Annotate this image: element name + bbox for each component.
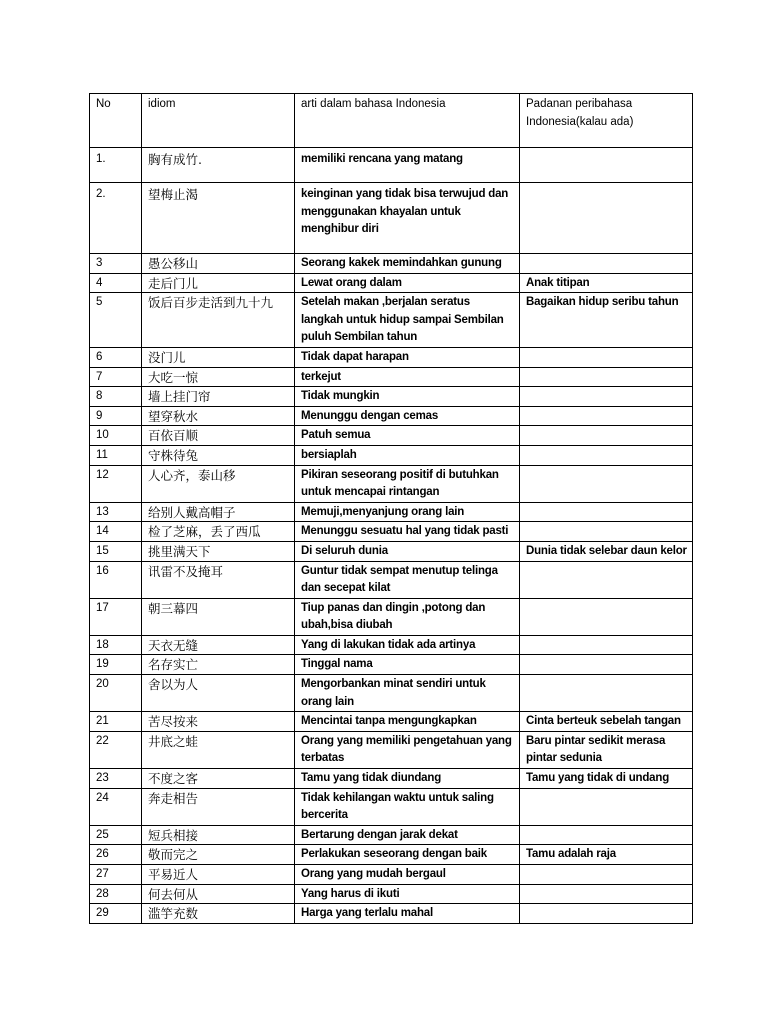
cell-padanan <box>520 254 693 274</box>
header-idiom: idiom <box>142 94 295 148</box>
cell-idiom: 短兵相接 <box>142 825 295 845</box>
table-row <box>90 788 693 825</box>
table-row <box>90 445 693 465</box>
cell-no: 21 <box>90 712 142 732</box>
cell-idiom: 没门儿 <box>142 347 295 367</box>
cell-idiom: 天衣无缝 <box>142 635 295 655</box>
cell-arti: Setelah makan ,berjalan seratus langkah untuk hidup sampai Sembilan puluh Sembilan tahun <box>295 293 520 348</box>
cell-no: 10 <box>90 426 142 446</box>
table-row <box>90 884 693 904</box>
cell-idiom: 平易近人 <box>142 865 295 885</box>
cell-arti: Tidak dapat harapan <box>295 347 520 367</box>
cell-padanan <box>520 406 693 426</box>
cell-idiom: 墙上挂门帘 <box>142 387 295 407</box>
cell-padanan <box>520 183 693 254</box>
table-row <box>90 675 693 712</box>
cell-no: 28 <box>90 884 142 904</box>
cell-no: 18 <box>90 635 142 655</box>
cell-idiom: 苦尽按来 <box>142 712 295 732</box>
cell-idiom: 大吃一惊 <box>142 367 295 387</box>
table-row <box>90 293 693 348</box>
cell-idiom: 奔走相告 <box>142 788 295 825</box>
cell-no: 19 <box>90 655 142 675</box>
idiom-table <box>89 93 693 924</box>
cell-arti: memiliki rencana yang matang <box>295 148 520 183</box>
cell-idiom: 名存实亡 <box>142 655 295 675</box>
cell-padanan: Anak titipan <box>520 273 693 293</box>
cell-padanan <box>520 598 693 635</box>
cell-padanan <box>520 502 693 522</box>
table-row <box>90 904 693 924</box>
cell-padanan <box>520 675 693 712</box>
cell-idiom: 给别人戴高帽子 <box>142 502 295 522</box>
cell-no: 6 <box>90 347 142 367</box>
cell-arti: Tinggal nama <box>295 655 520 675</box>
cell-idiom: 人心齐，泰山移 <box>142 465 295 502</box>
cell-no: 26 <box>90 845 142 865</box>
cell-arti: Perlakukan seseorang dengan baik <box>295 845 520 865</box>
cell-no: 9 <box>90 406 142 426</box>
cell-no: 27 <box>90 865 142 885</box>
cell-idiom: 讯雷不及掩耳 <box>142 561 295 598</box>
cell-no: 8 <box>90 387 142 407</box>
table-row <box>90 845 693 865</box>
cell-padanan <box>520 655 693 675</box>
cell-no: 7 <box>90 367 142 387</box>
cell-idiom: 守株待兔 <box>142 445 295 465</box>
cell-idiom: 舍以为人 <box>142 675 295 712</box>
cell-no: 22 <box>90 731 142 768</box>
cell-padanan <box>520 148 693 183</box>
cell-arti: Mencintai tanpa mengungkapkan <box>295 712 520 732</box>
cell-arti: Memuji,menyanjung orang lain <box>295 502 520 522</box>
cell-padanan <box>520 825 693 845</box>
table-row <box>90 541 693 561</box>
cell-idiom: 何去何从 <box>142 884 295 904</box>
header-arti: arti dalam bahasa Indonesia <box>295 94 520 148</box>
cell-idiom: 敬而完之 <box>142 845 295 865</box>
cell-padanan: Baru pintar sedikit merasa pintar sedunia <box>520 731 693 768</box>
cell-arti: Patuh semua <box>295 426 520 446</box>
cell-no: 3 <box>90 254 142 274</box>
cell-idiom: 挑里满天下 <box>142 541 295 561</box>
cell-arti: Seorang kakek memindahkan gunung <box>295 254 520 274</box>
cell-arti: Orang yang mudah bergaul <box>295 865 520 885</box>
table-row <box>90 769 693 789</box>
table-row <box>90 825 693 845</box>
cell-padanan <box>520 865 693 885</box>
cell-no: 2. <box>90 183 142 254</box>
cell-arti: Yang di lakukan tidak ada artinya <box>295 635 520 655</box>
table-row <box>90 598 693 635</box>
cell-no: 14 <box>90 522 142 542</box>
cell-idiom: 走后门儿 <box>142 273 295 293</box>
cell-padanan <box>520 788 693 825</box>
table-header-row <box>90 94 693 148</box>
cell-idiom: 望梅止渴 <box>142 183 295 254</box>
cell-arti: Tidak kehilangan waktu untuk saling bercerita <box>295 788 520 825</box>
cell-idiom: 愚公移山 <box>142 254 295 274</box>
cell-no: 1. <box>90 148 142 183</box>
cell-no: 24 <box>90 788 142 825</box>
table-row <box>90 347 693 367</box>
table-row <box>90 387 693 407</box>
cell-no: 20 <box>90 675 142 712</box>
cell-idiom: 胸有成竹. <box>142 148 295 183</box>
cell-idiom: 不度之客 <box>142 769 295 789</box>
cell-padanan <box>520 884 693 904</box>
cell-padanan: Bagaikan hidup seribu tahun <box>520 293 693 348</box>
header-padanan: Padanan peribahasa Indonesia(kalau ada) <box>520 94 693 148</box>
table-row <box>90 148 693 183</box>
cell-padanan: Cinta berteuk sebelah tangan <box>520 712 693 732</box>
table-row <box>90 502 693 522</box>
table-row <box>90 273 693 293</box>
cell-padanan <box>520 387 693 407</box>
cell-arti: Menunggu sesuatu hal yang tidak pasti <box>295 522 520 542</box>
cell-padanan: Tamu adalah raja <box>520 845 693 865</box>
cell-padanan <box>520 904 693 924</box>
cell-idiom: 检了芝麻，丢了西瓜 <box>142 522 295 542</box>
cell-no: 16 <box>90 561 142 598</box>
table-body <box>90 148 693 924</box>
cell-padanan <box>520 445 693 465</box>
cell-arti: Pikiran seseorang positif di butuhkan untuk mencapai rintangan <box>295 465 520 502</box>
cell-padanan <box>520 426 693 446</box>
cell-no: 15 <box>90 541 142 561</box>
table-row <box>90 465 693 502</box>
cell-no: 23 <box>90 769 142 789</box>
table-row <box>90 367 693 387</box>
header-no: No <box>90 94 142 148</box>
cell-padanan: Dunia tidak selebar daun kelor <box>520 541 693 561</box>
cell-no: 17 <box>90 598 142 635</box>
cell-padanan <box>520 367 693 387</box>
table-row <box>90 712 693 732</box>
cell-no: 29 <box>90 904 142 924</box>
cell-idiom: 滥竽充数 <box>142 904 295 924</box>
cell-arti: Guntur tidak sempat menutup telinga dan secepat kilat <box>295 561 520 598</box>
table-row <box>90 561 693 598</box>
table-row <box>90 406 693 426</box>
cell-arti: Harga yang terlalu mahal <box>295 904 520 924</box>
cell-no: 5 <box>90 293 142 348</box>
table-row <box>90 731 693 768</box>
table-row <box>90 426 693 446</box>
cell-padanan <box>520 522 693 542</box>
cell-arti: Orang yang memiliki pengetahuan yang terbatas <box>295 731 520 768</box>
cell-arti: Menunggu dengan cemas <box>295 406 520 426</box>
cell-arti: bersiaplah <box>295 445 520 465</box>
table-row <box>90 635 693 655</box>
cell-no: 25 <box>90 825 142 845</box>
cell-arti: Lewat orang dalam <box>295 273 520 293</box>
cell-arti: Mengorbankan minat sendiri untuk orang lain <box>295 675 520 712</box>
cell-no: 13 <box>90 502 142 522</box>
cell-no: 11 <box>90 445 142 465</box>
table-row <box>90 865 693 885</box>
cell-idiom: 望穿秋水 <box>142 406 295 426</box>
table-row <box>90 183 693 254</box>
cell-padanan: Tamu yang tidak di undang <box>520 769 693 789</box>
cell-arti: keinginan yang tidak bisa terwujud dan menggunakan khayalan untuk menghibur diri <box>295 183 520 254</box>
cell-arti: Tiup panas dan dingin ,potong dan ubah,bisa diubah <box>295 598 520 635</box>
cell-padanan <box>520 465 693 502</box>
cell-idiom: 饭后百步走活到九十九 <box>142 293 295 348</box>
table-row <box>90 254 693 274</box>
cell-padanan <box>520 635 693 655</box>
cell-arti: Bertarung dengan jarak dekat <box>295 825 520 845</box>
cell-arti: terkejut <box>295 367 520 387</box>
cell-no: 12 <box>90 465 142 502</box>
cell-idiom: 井底之蛙 <box>142 731 295 768</box>
cell-padanan <box>520 347 693 367</box>
cell-arti: Tidak mungkin <box>295 387 520 407</box>
table-row <box>90 522 693 542</box>
cell-idiom: 朝三幕四 <box>142 598 295 635</box>
cell-no: 4 <box>90 273 142 293</box>
table-row <box>90 655 693 675</box>
cell-arti: Tamu yang tidak diundang <box>295 769 520 789</box>
cell-arti: Yang harus di ikuti <box>295 884 520 904</box>
cell-padanan <box>520 561 693 598</box>
cell-arti: Di seluruh dunia <box>295 541 520 561</box>
cell-idiom: 百依百顺 <box>142 426 295 446</box>
